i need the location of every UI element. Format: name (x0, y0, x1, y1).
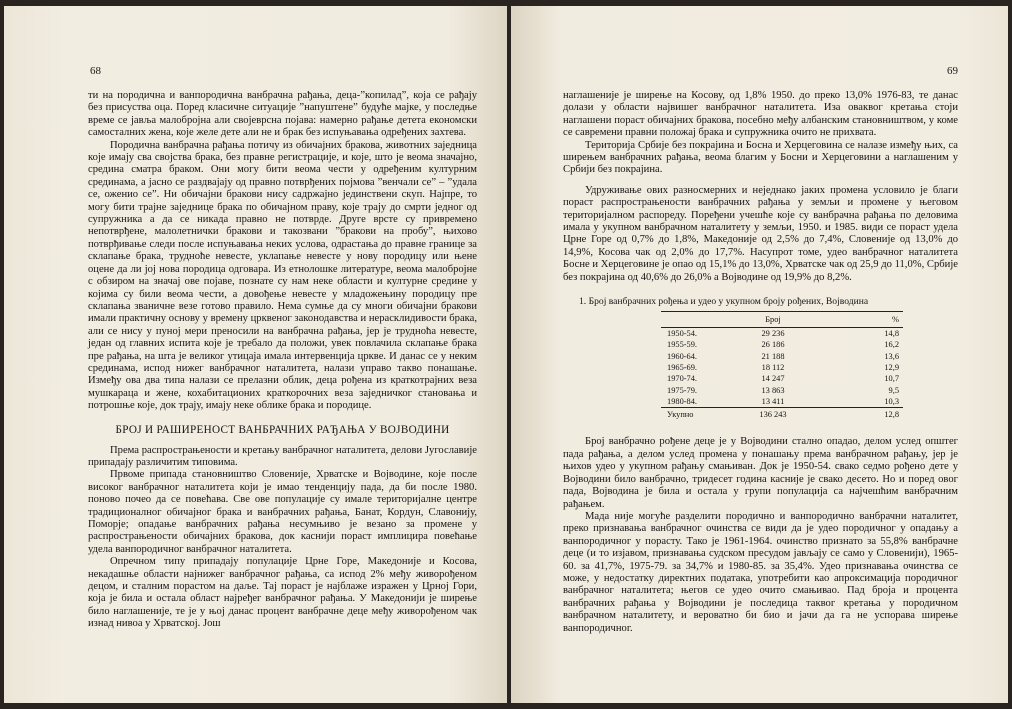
count-cell: 26 186 (761, 340, 785, 350)
table-caption: 1. Број ванбрачних рођења и удео у укупном броју рођених, Војводина (579, 296, 869, 308)
table-row (661, 373, 903, 384)
page-number: 69 (947, 65, 958, 77)
left-text (88, 90, 477, 631)
period-cell: 1970-74. (667, 374, 698, 384)
percent-cell: 13,6 (884, 351, 899, 361)
period-cell: 1960-64. (667, 351, 698, 361)
table-row (661, 328, 903, 340)
period-cell: 1950-54. (667, 329, 698, 339)
count-cell: 13 863 (761, 385, 785, 395)
paragraph: Према распрострањености и кретању ванбрачног наталитета, делови Југославије припадају различитим типовима. (88, 444, 477, 468)
paragraph: наглашеније је ширење на Косову, од 1,8% 1950. до преко 13,0% 1976-83, те данас долази у области највишег ванбрачног наталитета. Иза оваквог кретања стоји наглашени пораст обичајних бракова, посебно међу албанским становништвом, у коме се савремени правни положај брака и супружника очито не прихвата. (563, 90, 958, 139)
period-cell: 1980-84. (661, 396, 735, 408)
paragraph: Породична ванбрачна рађања потичу из обичајних бракова, животних заједница које имају сва својства брака, без правне регистрације, и које, што је веома значајно, средина сматра браком. Они могу бити веома чести у одређеним културним срединама, а јасно се раздвајају од правно потврђених појмова ”венчали се” – ”удала се, оженио се”. Ни обичајни бракови нису садржајно јединствени скуп. Најпре, то могу бити трајне заједнице брака по обичајном праву, које трају до смрти једног од супружника а да се никада правно не потврде. Друге врсте су привремено непотврђене, малолетнички бракови и такозвани ”бракови на пробу”, њихово потврђивање следи после испуњавања неких услова, одрастања до правне границе за склапање брака, трудноће невесте, уклапање невесте у нову породицу или њене оцене да ли јој нова породица одговара. Из етнолошке литературе, веома малобројне с обзиром на значај ове појаве, познате су нам неке области и културне средине у којима су били веома чести, а довођење невесте у младожењину породицу пре склапања званичне везе готово правило. Нема сумње да су многи обичајни бракови имали практичну основу у времену црквеног законодавства и нерасклидивости брака, али се нису у пуној мери преносили на ванбрачна рађања, јер је трудноћа невесте, један од главних испита које је требало да положи, увек повлачила склапање брака пре рађања, на шта је великог утицаја имала интервенција цркве. И данас се у неким срединама, испод нижег ванбрачног наталитета, налази управо такво понашање. Између ова два типа налази се прелазни облик, деца рођена из краткотрајних веза мушкараца и жене, кохабитационих краткорочних веза заједничког становања и потрошње које, док трају, имају неке облике брака и породице. (88, 139, 477, 412)
paragraph: Територија Србије без покрајина и Босна и Херцеговина се налазе између њих, са ширењем ванбрачних рађања, веома благим у Босни и Херцеговини а наглашеним у Србији без покрајина. (563, 139, 958, 176)
percent-cell: 12,9 (884, 362, 899, 372)
page-number: 68 (90, 65, 101, 77)
table-row (661, 396, 903, 408)
count-cell: 21 188 (761, 351, 785, 361)
table-header-percent: % (811, 312, 903, 328)
percent-cell: 10,7 (884, 374, 899, 384)
total-percent-cell: 12,8 (884, 410, 899, 420)
paragraph: Опречном типу припадају популације Црне Горе, Македоније и Косова, некадашње области најнижег ванбрачног рађања, са испод 2% међу живорођеном децом, и сталним порастом на даље. Тај пораст је најблаже изражен у Црној Гори, која је била и остала област најређег ванбрачног рађања. У Македонији је ширење било наглашеније, те је у њој данас процент ванбрачне деце међу живорођеном чак изнад нивоа у Хрватској. Још (88, 556, 477, 630)
total-count-cell: 136 243 (759, 410, 787, 420)
count-cell: 13 411 (735, 396, 811, 408)
total-label-cell: Укупно (667, 410, 694, 420)
table-row (661, 362, 903, 373)
period-cell: 1955-59. (667, 340, 698, 350)
table-row (661, 385, 903, 396)
table-block (563, 296, 958, 420)
period-cell: 1965-69. (667, 362, 698, 372)
right-text (563, 90, 958, 635)
right-page (511, 6, 1008, 703)
paragraph: Удруживање ових разносмерних и неједнако јаких промена условило је благи пораст распрострањености ванбрачних рађања у земљи и промене у његовом територијалном распореду. Поређени учешће које су ванбрачна рађања по деловима имала у укупном ванбрачном наталитету у земљи, 1950. и 1985. види се пораст удела Црне Горе од 0,7% до 1,8%, Македоније од 2,5% до 7,4%, Словеније од 13,0% до 14,9%, Косова чак од 2,0% до 17,7%. Насупрот томе, удео ванбрачног наталитета Босне и Херцеговине је опао од 15,1% до 13,0%, Хрватске чак од 25,9 до 11,0%, Србије без покрајина од 40,6% до 26,0% а Војводине од 19,9% до 8,2%. (563, 184, 958, 283)
percent-cell: 16,2 (884, 340, 899, 350)
table-row (661, 339, 903, 350)
period-cell: 1975-79. (667, 385, 698, 395)
table-header-row (661, 312, 903, 328)
paragraph: Првоме припада становништво Словеније, Хрватске и Војводине, које после високог ванбрачног наталитета који је имао тенденцију пада, да би после 1980. поново почео да се повећава. Све ове популације су имале територијалне центре традиционалног обичајног брака и ванбрачних рађања, Банат, Кордун, Славонију, Поморје; опадање ванбрачних рађања несумњиво је везано за промене у распрострањености обичајних бракова, док каснији пораст имплицира повећање удела ванпородичног ванбрачног наталитета. (88, 469, 477, 555)
percent-cell: 9,5 (888, 385, 899, 395)
section-heading: БРОЈ И РАШИРЕНОСТ ВАНБРАЧНИХ РАЂАЊА У ВОЈВОДИНИ (115, 423, 450, 436)
count-cell: 29 236 (761, 329, 785, 339)
paragraph: ти на породична и ванпородична ванбрачна рађања, деца-”копилад”, која се рађају без присуства оца. Поред класичне ситуације ”напуштене” будуће мајке, у последње време се јавља малобројна али својеврсна појава: намерно рађање детета економски самосталних жена, које желе дете али не и брак без испуњавања одређених захтева. (88, 90, 477, 139)
percent-cell: 10,3 (811, 396, 903, 408)
data-table (661, 311, 903, 420)
table-total-row (661, 408, 903, 421)
percent-cell: 14,8 (884, 329, 899, 339)
table-row (661, 351, 903, 362)
paragraph: Број ванбрачно рођене деце је у Војводини стално опадао, делом услед општег пада рађања, а делом услед промена у понашању према ванбрачном рађању, јер је њихов удео у укупном рађању смањиван. Док је 1950-54. свако седмо рођено дете у Војводини било ванбрачно, тридесет година касније је свако десето. Но и поред овог пада, Војводина је била и остала у групи популација са најчешћим ванбрачним рађањем. (563, 436, 958, 510)
table-header-count: Број (735, 312, 811, 328)
table-header-period (661, 312, 735, 328)
count-cell: 18 112 (761, 362, 785, 372)
count-cell: 14 247 (761, 374, 785, 384)
paragraph: Мада није могуће разделити породично и ванпородично ванбрачни наталитет, преко признавања ванбрачног очинства се види да је удео породичног у опадању а ванпородичног у порасту. Тако је 1961-1964. очинство признато за 55,8% ванбрачне деце (и то изјавом, признавања судском пресудом јављају се само у Словенији), 1965-60. за 41,7%, 1975-79. за 34,7% и 1980-85. за 35,4%. Удео признавања очинства се може, у недостатку директних података, употребити као апроксимација породичног ванбрачног наталитета; његов се удео очито смањивао. Пад броја и процента ванбрачних рађања у Војводини је последица таквог кретања у породичном ванбрачном наталитету, и вероватно би био и јачи да га не успорава ширење ванпородичног. (563, 510, 958, 634)
left-page (4, 6, 507, 703)
